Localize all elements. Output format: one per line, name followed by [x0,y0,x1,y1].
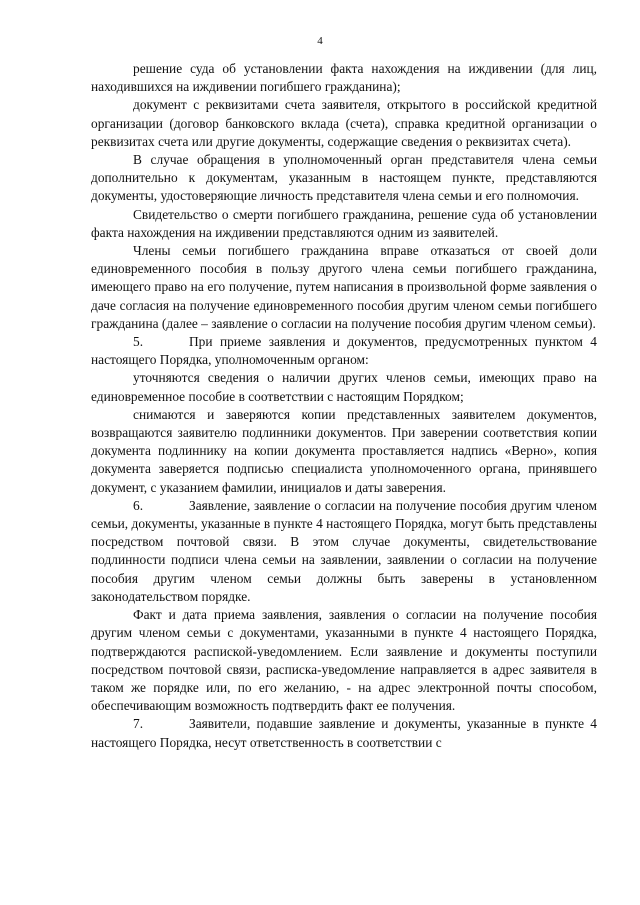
paragraph-text: Заявители, подавшие заявление и документы, указанные в пункте 4 настоящего Порядка, несут ответственность в соответствии с [91,716,597,750]
document-body [91,60,597,752]
paragraph-text: решение суда об установлении факта нахождения на иждивении (для лиц, находившихся на иждивении погибшего гражданина); [91,61,597,95]
paragraph-text: уточняются сведения о наличии других членов семьи, имеющих право на единовременное пособие в соответствии с настоящим Порядком; [91,370,597,404]
page-number: 4 [317,35,323,47]
paragraph-representative [91,151,597,206]
item-number: 5. [133,334,144,350]
paragraph-share-refusal [91,242,597,333]
paragraph-text: При приеме заявления и документов, предусмотренных пунктом 4 настоящего Порядка, уполномоченным органом: [91,334,597,368]
paragraph-item-7 [91,715,597,751]
paragraph-text: В случае обращения в уполномоченный орган представителя члена семьи дополнительно к документам, указанным в настоящем пункте, представляются документы, удостоверяющие личность представителя члена семьи и его полномочия. [91,152,597,204]
paragraph-copies [91,406,597,497]
paragraph-bank-account [91,96,597,151]
paragraph-text: Факт и дата приема заявления, заявления о согласии на получение пособия другим членом семьи с документами, указанными в пункте 4 настоящего Порядка, подтверждаются распиской-уведомлением. Если заявление и документы поступили посредством почтовой связи, расписка-уведомление направляется в адрес заявителя в таком же порядке или, по его желанию, - на адрес электронной почты способом, обеспечивающим возможность подтвердить факт ее получения. [91,607,597,714]
paragraph-text: Свидетельство о смерти погибшего гражданина, решение суда об установлении факта нахождения на иждивении представляются одним из заявителей. [91,206,597,240]
paragraph-text: Члены семьи погибшего гражданина вправе отказаться от своей доли единовременного пособия в пользу другого члена семьи погибшего гражданина, имеющего право на его получение, путем написания в произвольной форме заявления о даче согласия на получение единовременного пособия другим членом семьи погибшего гражданина (далее – заявление о согласии на получение пособия другим членом семьи). [91,243,597,331]
paragraph-text: Заявление, заявление о согласии на получение пособия другим членом семьи, документы, указанные в пункте 4 настоящего Порядка, могут быть представлены посредством почтовой связи. В этом случае документы, свидетельствование подлинности подписи члена семьи на заявлении, заявлении о согласии на получение пособия другим членом семьи должны быть заверены в установленном законодательством порядке. [91,497,597,604]
item-number: 6. [133,497,144,513]
paragraph-receipt-notice [91,606,597,715]
paragraph-item-6 [91,497,597,606]
paragraph-death-certificate [91,206,597,242]
paragraph-other-members [91,369,597,405]
paragraph-court-decision [91,60,597,96]
paragraph-text: снимаются и заверяются копии представленных заявителем документов, возвращаются заявителю подлинники документов. При заверении соответствия копии документа подлиннику на копии документа проставляется надпись «Верно», копия документа заверяется подписью специалиста уполномоченного органа, принявшего документ, с указанием фамилии, инициалов и даты заверения. [91,406,597,495]
item-number: 7. [133,716,144,732]
paragraph-text: документ с реквизитами счета заявителя, открытого в российской кредитной организации (договор банковского вклада (счета), справка кредитной организации о реквизитах счета или другие документы, содержащие сведения о реквизитах счета). [91,97,597,149]
paragraph-item-5 [91,333,597,369]
